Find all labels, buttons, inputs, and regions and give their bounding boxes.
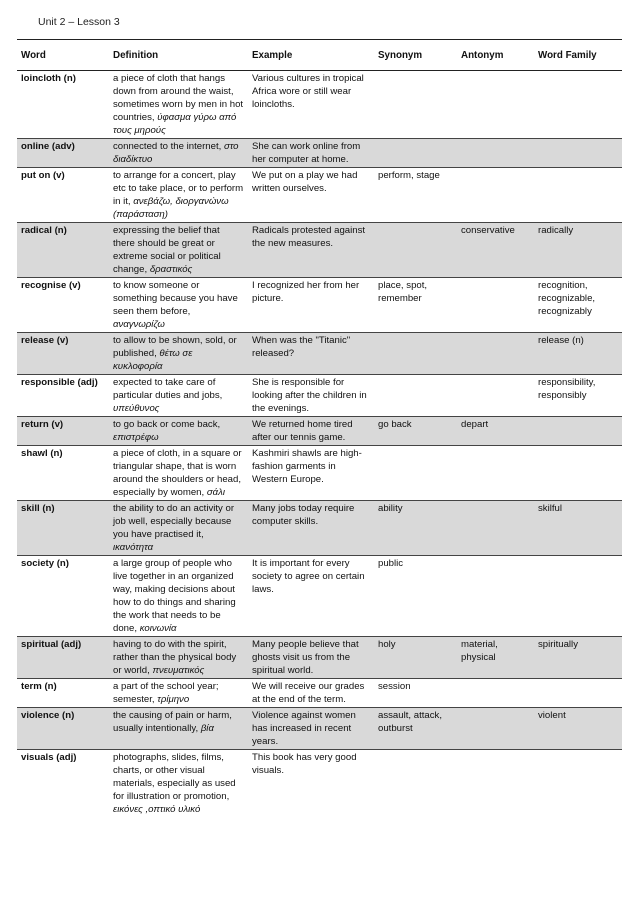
word-text: loincloth (n) — [21, 73, 76, 84]
definition-cell — [109, 679, 248, 708]
example-cell — [248, 446, 374, 501]
table-row — [17, 71, 622, 139]
synonym-cell — [374, 637, 457, 679]
word-family-text: responsibility, responsibly — [538, 377, 596, 401]
definition-text: having to do with the spirit, rather than the physical body or world, — [113, 639, 237, 676]
example-text: This book has very good visuals. — [252, 752, 357, 776]
definition-text: the ability to do an activity or job well, especially because you have practised it, — [113, 503, 235, 540]
example-text: It is important for every society to agree on certain laws. — [252, 558, 365, 595]
example-cell — [248, 750, 374, 818]
definition-cell — [109, 708, 248, 750]
synonym-cell — [374, 71, 457, 139]
word-cell — [17, 679, 109, 708]
word-family-text: skilful — [538, 503, 562, 514]
word-text: society (n) — [21, 558, 69, 569]
table-body — [17, 71, 622, 818]
example-cell — [248, 333, 374, 375]
antonym-cell — [457, 556, 534, 637]
example-text: Violence against women has increased in recent years. — [252, 710, 356, 747]
word-cell — [17, 223, 109, 278]
word-text: release (v) — [21, 335, 69, 346]
word-family-cell — [534, 139, 622, 168]
example-text: I recognized her from her picture. — [252, 280, 360, 304]
greek-translation: ικανότητα — [113, 542, 154, 553]
word-text: violence (n) — [21, 710, 75, 721]
table-row — [17, 679, 622, 708]
word-family-cell — [534, 679, 622, 708]
word-cell — [17, 556, 109, 637]
word-family-cell — [534, 446, 622, 501]
definition-cell — [109, 417, 248, 446]
table-row — [17, 750, 622, 818]
example-cell — [248, 679, 374, 708]
word-cell — [17, 278, 109, 333]
definition-cell — [109, 223, 248, 278]
definition-cell — [109, 375, 248, 417]
synonym-cell — [374, 333, 457, 375]
greek-translation: αναγνωρίζω — [113, 319, 165, 330]
column-header-example: Example — [248, 40, 374, 71]
column-header-antonym: Antonym — [457, 40, 534, 71]
definition-text: expected to take care of particular duties and jobs, — [113, 377, 223, 401]
definition-text: photographs, slides, films, charts, or other visual materials, especially as used for illustration or promotion, — [113, 752, 236, 802]
example-cell — [248, 278, 374, 333]
antonym-cell — [457, 168, 534, 223]
table-row — [17, 375, 622, 417]
header-row — [17, 40, 622, 71]
word-family-cell — [534, 750, 622, 818]
synonym-text: holy — [378, 639, 396, 650]
table-row — [17, 278, 622, 333]
synonym-text: ability — [378, 503, 403, 514]
word-text: spiritual (adj) — [21, 639, 82, 650]
definition-text: a part of the school year; semester, — [113, 681, 219, 705]
antonym-cell — [457, 71, 534, 139]
page-title: Unit 2 – Lesson 3 — [38, 16, 120, 28]
example-cell — [248, 556, 374, 637]
word-text: recognise (v) — [21, 280, 81, 291]
example-text: Kashmiri shawls are high-fashion garments in Western Europe. — [252, 448, 362, 485]
word-cell — [17, 375, 109, 417]
word-family-cell — [534, 223, 622, 278]
word-cell — [17, 708, 109, 750]
word-family-text: radically — [538, 225, 574, 236]
table-row — [17, 501, 622, 556]
example-text: Various cultures in tropical Africa wore or still wear loincloths. — [252, 73, 364, 110]
table-row — [17, 446, 622, 501]
word-family-cell — [534, 71, 622, 139]
definition-text: connected to the internet, — [113, 141, 224, 152]
word-family-cell — [534, 637, 622, 679]
greek-translation: βία — [200, 723, 214, 734]
antonym-cell — [457, 375, 534, 417]
example-cell — [248, 417, 374, 446]
table-row — [17, 556, 622, 637]
synonym-cell — [374, 679, 457, 708]
antonym-cell — [457, 446, 534, 501]
table-row — [17, 333, 622, 375]
greek-translation: κοινωνία — [139, 623, 177, 634]
synonym-cell — [374, 750, 457, 818]
example-cell — [248, 139, 374, 168]
antonym-text: depart — [461, 419, 489, 430]
table-row — [17, 139, 622, 168]
greek-translation: θέτω σε κυκλοφορία — [113, 348, 193, 372]
synonym-cell — [374, 375, 457, 417]
example-cell — [248, 71, 374, 139]
word-cell — [17, 168, 109, 223]
example-cell — [248, 501, 374, 556]
antonym-cell — [457, 417, 534, 446]
word-family-text: violent — [538, 710, 566, 721]
antonym-cell — [457, 750, 534, 818]
word-family-cell — [534, 278, 622, 333]
synonym-cell — [374, 417, 457, 446]
table-row — [17, 708, 622, 750]
word-family-cell — [534, 333, 622, 375]
greek-translation: στο διαδίκτυο — [113, 141, 239, 165]
word-cell — [17, 446, 109, 501]
word-cell — [17, 139, 109, 168]
word-text: responsible (adj) — [21, 377, 98, 388]
example-cell — [248, 168, 374, 223]
word-text: visuals (adj) — [21, 752, 77, 763]
definition-text: a large group of people who live together in an organized way, making decisions about how to do things and sharing the work that needs to be done, — [113, 558, 236, 634]
antonym-text: material, physical — [461, 639, 498, 663]
column-header-definition: Definition — [109, 40, 248, 71]
synonym-cell — [374, 446, 457, 501]
definition-cell — [109, 637, 248, 679]
word-text: skill (n) — [21, 503, 55, 514]
example-text: She is responsible for looking after the children in the evenings. — [252, 377, 367, 414]
definition-cell — [109, 71, 248, 139]
definition-text: the causing of pain or harm, usually intentionally, — [113, 710, 232, 734]
example-text: We will receive our grades at the end of the term. — [252, 681, 365, 705]
definition-cell — [109, 278, 248, 333]
antonym-cell — [457, 637, 534, 679]
word-cell — [17, 71, 109, 139]
synonym-text: session — [378, 681, 411, 692]
definition-text: expressing the belief that there should be great or extreme social or political change, — [113, 225, 221, 275]
word-family-cell — [534, 556, 622, 637]
example-text: We returned home tired after our tennis game. — [252, 419, 353, 443]
definition-cell — [109, 750, 248, 818]
synonym-cell — [374, 223, 457, 278]
column-header-word-family: Word Family — [534, 40, 622, 71]
word-family-cell — [534, 375, 622, 417]
table-row — [17, 168, 622, 223]
word-text: shawl (n) — [21, 448, 63, 459]
word-cell — [17, 750, 109, 818]
synonym-text: go back — [378, 419, 412, 430]
column-header-word: Word — [17, 40, 109, 71]
antonym-cell — [457, 708, 534, 750]
antonym-cell — [457, 223, 534, 278]
synonym-text: place, spot, remember — [378, 280, 428, 304]
definition-text: to allow to be shown, sold, or published, — [113, 335, 237, 359]
word-family-text: release (n) — [538, 335, 584, 346]
word-text: online (adv) — [21, 141, 75, 152]
synonym-cell — [374, 168, 457, 223]
definition-text: to arrange for a concert, play etc to take place, or to perform in it, — [113, 170, 244, 207]
example-text: She can work online from her computer at home. — [252, 141, 361, 165]
synonym-cell — [374, 708, 457, 750]
example-cell — [248, 375, 374, 417]
word-cell — [17, 501, 109, 556]
definition-cell — [109, 139, 248, 168]
word-cell — [17, 333, 109, 375]
greek-translation: σάλι — [206, 487, 225, 498]
column-header-synonym: Synonym — [374, 40, 457, 71]
word-text: radical (n) — [21, 225, 67, 236]
definition-cell — [109, 501, 248, 556]
antonym-cell — [457, 139, 534, 168]
greek-translation: επιστρέφω — [113, 432, 159, 443]
example-text: Many jobs today require computer skills. — [252, 503, 355, 527]
word-text: term (n) — [21, 681, 57, 692]
synonym-text: perform, stage — [378, 170, 440, 181]
word-family-text: spiritually — [538, 639, 578, 650]
word-text: put on (v) — [21, 170, 65, 181]
antonym-cell — [457, 278, 534, 333]
word-family-cell — [534, 417, 622, 446]
example-text: Many people believe that ghosts visit us from the spiritual world. — [252, 639, 359, 676]
definition-cell — [109, 556, 248, 637]
example-cell — [248, 708, 374, 750]
definition-text: to know someone or something because you have seen them before, — [113, 280, 238, 317]
word-cell — [17, 637, 109, 679]
greek-translation: υπεύθυνος — [113, 403, 160, 414]
example-cell — [248, 223, 374, 278]
word-family-cell — [534, 501, 622, 556]
greek-translation: ανεβάζω, διοργανώνω (παράσταση) — [113, 196, 229, 220]
word-family-cell — [534, 168, 622, 223]
word-family-text: recognition, recognizable, recognizably — [538, 280, 596, 317]
example-text: Radicals protested against the new measures. — [252, 225, 366, 249]
synonym-cell — [374, 139, 457, 168]
greek-translation: δραστικός — [149, 264, 193, 275]
synonym-text: public — [378, 558, 404, 569]
greek-translation: πνευματικός — [152, 665, 205, 676]
table-row — [17, 637, 622, 679]
greek-translation: εικόνες ,οπτικό υλικό — [113, 804, 201, 815]
definition-cell — [109, 168, 248, 223]
definition-text: a piece of cloth that hangs down from around the waist, sometimes worn by men in hot countries, — [113, 73, 244, 123]
definition-text: to go back or come back, — [113, 419, 221, 430]
antonym-cell — [457, 679, 534, 708]
synonym-cell — [374, 556, 457, 637]
vocabulary-table — [17, 39, 622, 817]
synonym-cell — [374, 278, 457, 333]
greek-translation: τρίμηνο — [157, 694, 190, 705]
example-cell — [248, 637, 374, 679]
greek-translation: ύφασμα γύρω από τους μηρούς — [113, 112, 237, 136]
word-family-cell — [534, 708, 622, 750]
table-row — [17, 223, 622, 278]
definition-cell — [109, 333, 248, 375]
word-text: return (v) — [21, 419, 64, 430]
synonym-text: assault, attack, outburst — [378, 710, 442, 734]
table-row — [17, 417, 622, 446]
definition-cell — [109, 446, 248, 501]
antonym-cell — [457, 501, 534, 556]
antonym-text: conservative — [461, 225, 515, 236]
example-text: We put on a play we had written ourselves. — [252, 170, 358, 194]
example-text: When was the "Titanic" released? — [252, 335, 351, 359]
antonym-cell — [457, 333, 534, 375]
definition-text: a piece of cloth, in a square or triangular shape, that is worn around the shoulders or head, especially by women, — [113, 448, 242, 498]
synonym-cell — [374, 501, 457, 556]
word-cell — [17, 417, 109, 446]
